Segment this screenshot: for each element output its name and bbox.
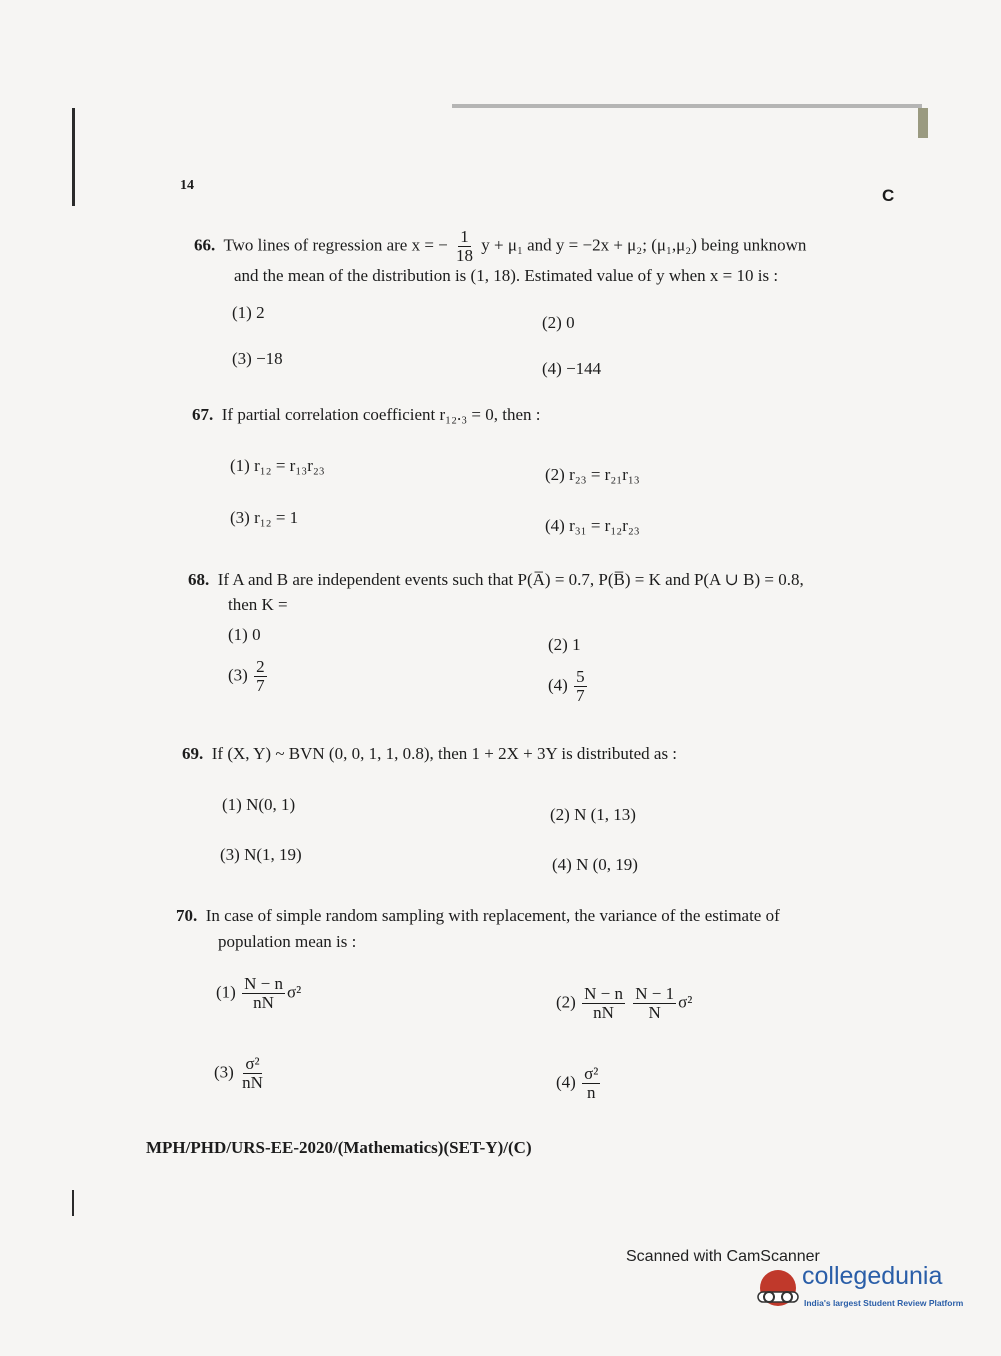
- footer-code: MPH/PHD/URS-EE-2020/(Mathematics)(SET-Y)/(C): [146, 1138, 532, 1157]
- fraction-numerator: N − n: [244, 974, 283, 993]
- option-2: (2) 1: [548, 635, 581, 654]
- fraction-denominator: 7: [576, 685, 585, 705]
- option-2: (2) 0: [542, 313, 575, 332]
- question-text: Two lines of regression are x = −: [223, 235, 448, 255]
- fraction: [254, 658, 267, 695]
- question-70-line2: population mean is :: [218, 932, 357, 951]
- option-label: (1): [216, 982, 236, 1002]
- question-text: y + μ₁ and y = −2x + μ₂; (μ₁,μ₂) being unknown: [481, 235, 807, 255]
- fraction: [454, 228, 475, 265]
- option-2: [556, 985, 692, 1022]
- option-2: (2) r₂₃ = r₂₁r₁₃: [545, 465, 640, 484]
- option-1: (1) N(0, 1): [222, 795, 296, 814]
- option-3: [228, 658, 269, 695]
- option-label: (4): [548, 675, 568, 695]
- option-1: [216, 975, 301, 1012]
- fraction-denominator: nN: [593, 1002, 614, 1022]
- option-label: (2): [556, 992, 576, 1012]
- fraction: [240, 1055, 265, 1092]
- question-text: If partial correlation coefficient r₁₂.₃ = 0, then :: [221, 405, 541, 424]
- fraction-numerator: σ²: [584, 1064, 599, 1083]
- fraction-numerator: N − 1: [635, 984, 675, 1003]
- fraction: [582, 1065, 600, 1102]
- sigma-squared: σ²: [678, 992, 693, 1012]
- option-3: [214, 1055, 267, 1092]
- paper-edge-left: [72, 108, 75, 206]
- question-number: 67.: [192, 405, 214, 424]
- question-66-line2: and the mean of the distribution is (1, 18). Estimated value of y when x = 10 is :: [234, 266, 779, 285]
- question-68: [188, 570, 804, 590]
- question-69: [182, 744, 677, 764]
- fraction-denominator: N: [648, 1002, 661, 1022]
- fraction-denominator: n: [586, 1082, 596, 1102]
- option-1: (1) 0: [228, 625, 261, 644]
- fraction-numerator: 5: [576, 667, 585, 686]
- option-4: [548, 668, 589, 705]
- logo-tagline: India's largest Student Review Platform: [804, 1298, 964, 1308]
- question-number: 70.: [176, 906, 198, 925]
- fraction-denominator: nN: [253, 992, 274, 1012]
- fraction-denominator: 7: [256, 675, 265, 695]
- option-2: (2) N (1, 13): [550, 805, 636, 824]
- paper-edge-top: [452, 104, 922, 108]
- option-4: (4) N (0, 19): [552, 855, 638, 874]
- option-3: (3) N(1, 19): [220, 845, 302, 864]
- option-label: (3): [228, 665, 248, 685]
- fraction: [574, 668, 587, 705]
- question-text: If A and B are independent events such that P(A̅) = 0.7, P(B̅) = K and P(A ∪ B) = 0.8,: [217, 570, 804, 589]
- sigma-squared: σ²: [286, 982, 302, 1002]
- question-67: [192, 405, 541, 425]
- option-4: [556, 1065, 602, 1102]
- scanner-watermark: Scanned with CamScanner: [626, 1248, 820, 1265]
- logo-name: collegedunia: [802, 1262, 943, 1290]
- fraction: [582, 985, 625, 1022]
- question-text: In case of simple random sampling with replacement, the variance of the estimate of: [205, 906, 780, 925]
- option-1: (1) r₁₂ = r₁₃r₂₃: [230, 456, 325, 475]
- page-number: 14: [180, 178, 194, 193]
- set-letter: C: [882, 186, 895, 205]
- option-label: (4): [556, 1072, 576, 1092]
- question-number: 66.: [194, 235, 216, 255]
- question-number: 68.: [188, 570, 210, 589]
- fraction-numerator: N − n: [584, 984, 623, 1003]
- option-3: (3) r₁₂ = 1: [230, 508, 299, 527]
- option-3: (3) −18: [232, 349, 283, 368]
- question-68-line2: then K =: [228, 595, 288, 614]
- fraction: [242, 975, 285, 1012]
- option-4: (4) r₃₁ = r₁₂r₂₃: [545, 516, 640, 535]
- option-1: (1) 2: [232, 303, 265, 322]
- option-label: (3): [214, 1062, 234, 1082]
- fraction-numerator: 1: [460, 227, 469, 246]
- question-text: If (X, Y) ~ BVN (0, 0, 1, 1, 0.8), then 1 + 2X + 3Y is distributed as :: [211, 744, 678, 763]
- option-4: (4) −144: [542, 359, 602, 378]
- fraction: [633, 985, 676, 1022]
- question-66: [194, 228, 806, 265]
- paper-corner: [918, 108, 928, 138]
- paper-edge-left-lower: [72, 1190, 74, 1216]
- fraction-numerator: σ²: [245, 1054, 260, 1073]
- fraction-denominator: nN: [242, 1072, 263, 1092]
- question-number: 69.: [182, 744, 204, 763]
- fraction-denominator: 18: [456, 245, 473, 265]
- question-70: [176, 906, 780, 926]
- fraction-numerator: 2: [256, 657, 265, 676]
